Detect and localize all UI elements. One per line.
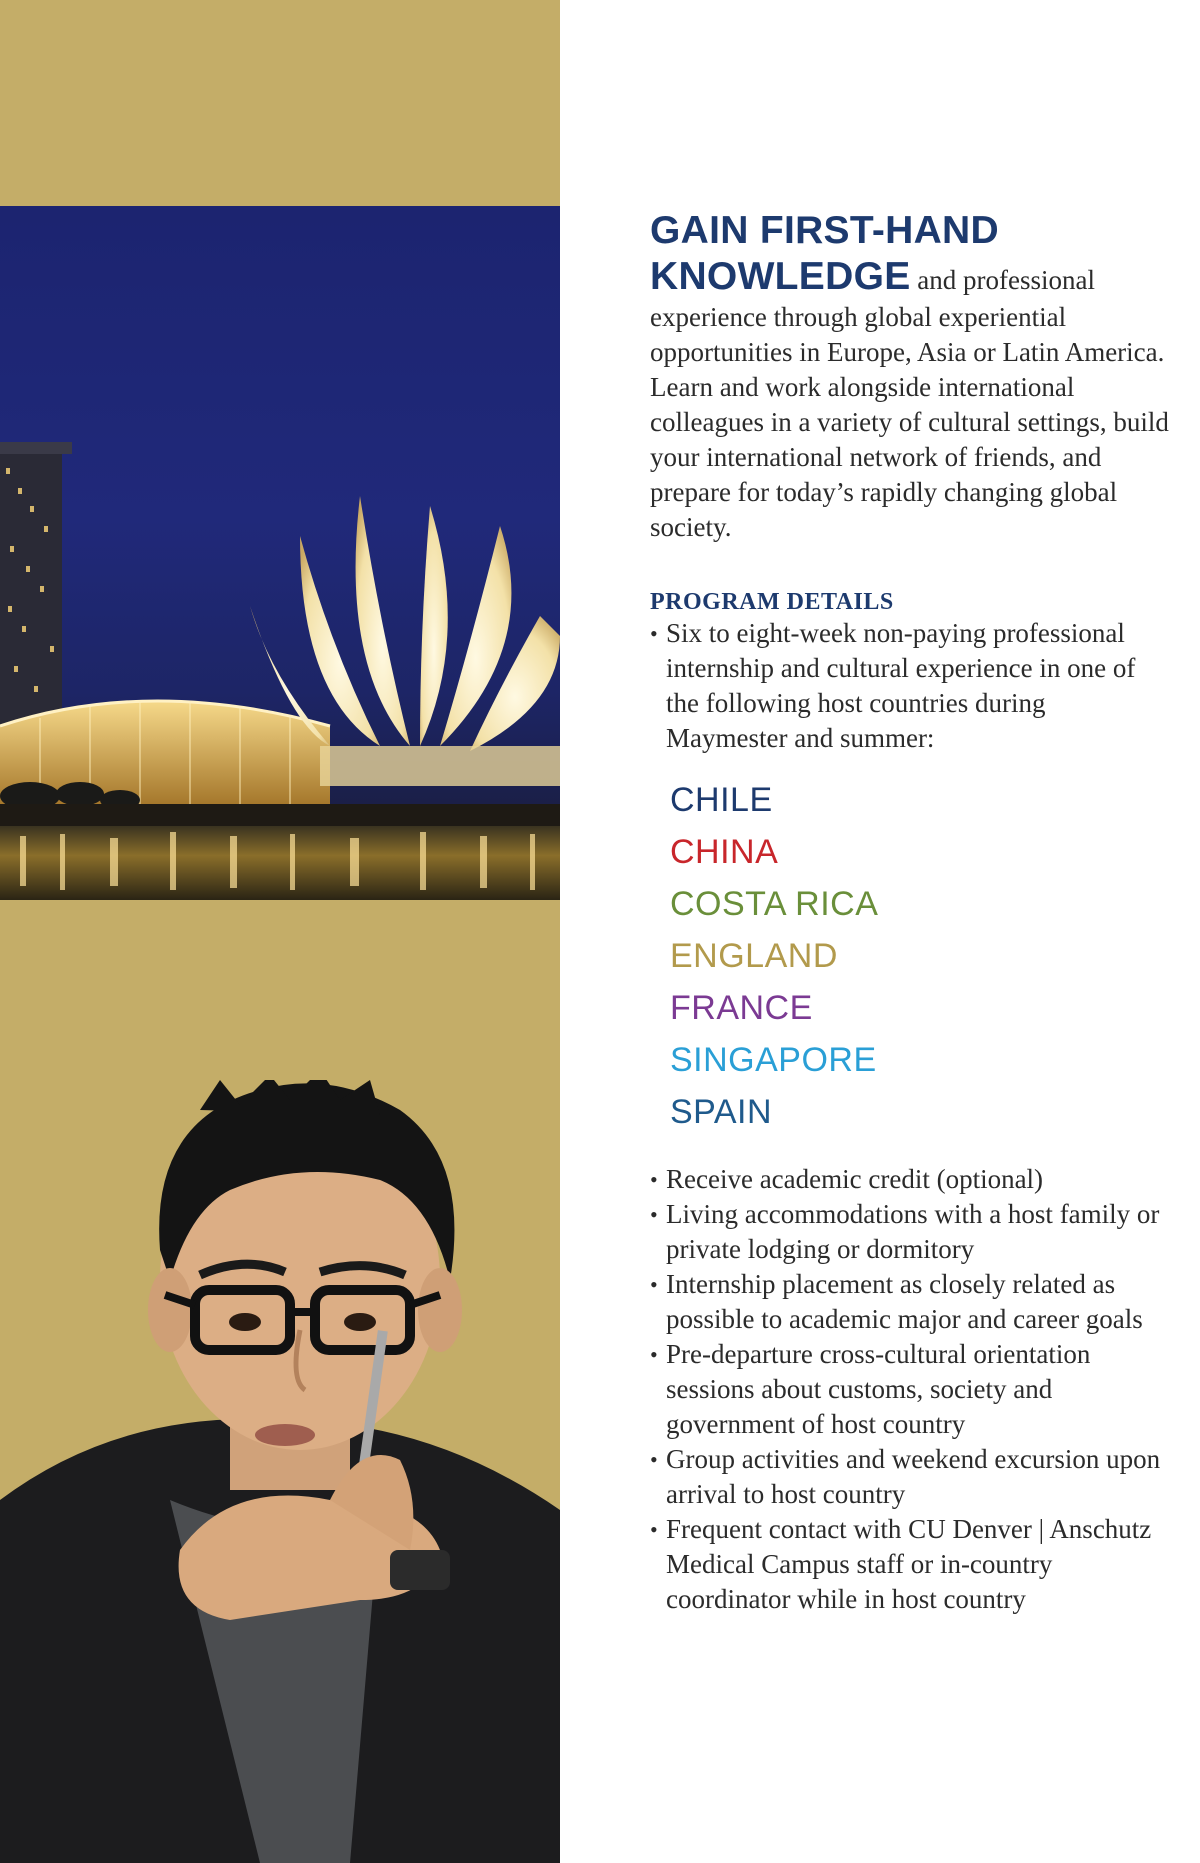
- program-detail-item: • Six to eight-week non-paying professional internship and cultural experience in one of the following host countries during Maymester and summer:: [650, 616, 1170, 756]
- student-portrait-photo: [0, 1080, 560, 1863]
- country-costa-rica: COSTA RICA: [670, 885, 879, 923]
- intro-paragraph: [650, 208, 1170, 545]
- country-singapore: SINGAPORE: [670, 1041, 877, 1079]
- country-france: FRANCE: [670, 989, 813, 1027]
- student-illustration: [0, 1080, 560, 1863]
- host-countries-list: [670, 774, 1170, 1138]
- headline-line-2: KNOWLEDGE: [650, 255, 911, 298]
- content-column: [650, 208, 1170, 1617]
- singapore-skyline-photo: [0, 206, 560, 900]
- country-england: ENGLAND: [670, 937, 838, 975]
- intro-text: and professional experience through global experiential opportunities in Europe, Asia or Latin America. Learn and work alongside international colleagues in a variety of cultural settings, build your international network of friends, and prepare for today’s rapidly changing global society.: [650, 265, 1169, 542]
- country-spain: SPAIN: [670, 1093, 773, 1131]
- program-detail-item: • Receive academic credit (optional): [650, 1162, 1170, 1197]
- program-detail-item: • Internship placement as closely related as possible to academic major and career goals: [650, 1267, 1170, 1337]
- headline-line-1: GAIN FIRST-HAND: [650, 209, 999, 252]
- country-china: CHINA: [670, 833, 779, 871]
- left-gold-band: [0, 0, 560, 1863]
- program-detail-item: • Pre-departure cross-cultural orientation sessions about customs, society and government of host country: [650, 1337, 1170, 1442]
- program-details-more: [650, 1162, 1170, 1617]
- program-detail-item: • Living accommodations with a host family or private lodging or dormitory: [650, 1197, 1170, 1267]
- country-chile: CHILE: [670, 781, 773, 819]
- program-details-list: [650, 616, 1170, 756]
- program-detail-item: • Group activities and weekend excursion upon arrival to host country: [650, 1442, 1170, 1512]
- program-details-heading: PROGRAM DETAILS: [650, 589, 894, 615]
- program-detail-item: • Frequent contact with CU Denver | Anschutz Medical Campus staff or in-country coordinator while in host country: [650, 1512, 1170, 1617]
- skyline-illustration: [0, 206, 560, 900]
